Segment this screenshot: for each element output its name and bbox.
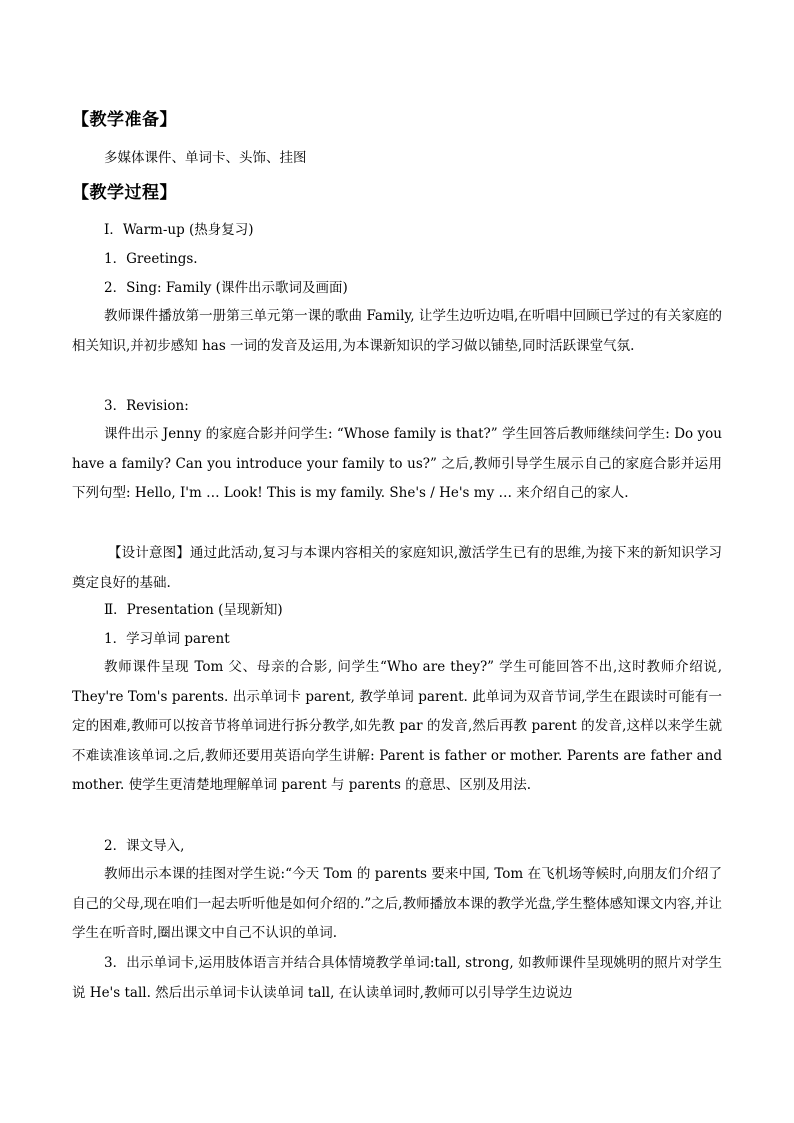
warmup-step-greetings: 1．Greetings. (104, 251, 198, 267)
heading-teaching-process: 【教学过程】 (72, 183, 177, 203)
warmup-step-sing: 2．Sing: Family (课件出示歌词及画面) (104, 280, 348, 296)
presentation-title: Ⅱ．Presentation (呈现新知) (104, 602, 283, 618)
revision-paragraph: 课件出示 Jenny 的家庭合影并问学生: “Whose family is that?” 学生回答后教师继续问学生: Do you have a family? Can you introduce your family to us?” 之后,教师引导学生展示自己的家庭合影并运用下列句型: Hello, I'm … Look! This is my family. She's / He's my … 来介绍自己的家人. (72, 426, 722, 501)
presentation-step-text-intro: 2．课文导入, (104, 838, 185, 854)
vocabulary-paragraph: 3．出示单词卡,运用肢体语言并结合具体情境教学单词:tall, strong, 如教师课件呈现姚明的照片对学生说 He's tall. 然后出示单词卡认读单词 tall, 在认读单词时,教师可以引导学生边说边 (72, 955, 722, 1001)
heading-teaching-preparation: 【教学准备】 (72, 110, 177, 130)
warmup-title: Ⅰ．Warm-up (热身复习) (104, 222, 254, 238)
text-intro-paragraph: 教师出示本课的挂图对学生说:“今天 Tom 的 parents 要来中国, Tom 在飞机场等候时,向朋友们介绍了自己的父母,现在咱们一起去听听他是如何介绍的.”之后,教师播放本课的教学光盘,学生整体感知课文内容,并让学生在听音时,圈出课文中自己不认识的单词. (72, 866, 722, 941)
sing-paragraph: 教师课件播放第一册第三单元第一课的歌曲 Family, 让学生边听边唱,在听唱中回顾已学过的有关家庭的相关知识,并初步感知 has 一词的发音及运用,为本课新知识的学习做以铺垫,同时活跃课堂气氛. (72, 308, 722, 354)
design-intent-paragraph: 【设计意图】通过此活动,复习与本课内容相关的家庭知识,激活学生已有的思维,为接下来的新知识学习奠定良好的基础. (72, 545, 722, 591)
presentation-step-parent: 1．学习单词 parent (104, 631, 230, 647)
warmup-step-revision: 3．Revision: (104, 398, 189, 414)
preparation-items: 多媒体课件、单词卡、头饰、挂图 (104, 150, 307, 166)
parent-paragraph: 教师课件呈现 Tom 父、母亲的合影, 问学生“Who are they?” 学生可能回答不出,这时教师介绍说, They're Tom's parents. 出示单词卡 parent, 教学单词 parent. 此单词为双音节词,学生在跟读时可能有一定的困难,教师可以按音节将单词进行拆分教学,如先教 par 的发音,然后再教 parent 的发音,这样以来学生就不难读准该单词.之后,教师还要用英语向学生讲解: Parent is father or mother. Parents are father and mother. 使学生更清楚地理解单词 parent 与 parents 的意思、区别及用法. (72, 659, 722, 793)
